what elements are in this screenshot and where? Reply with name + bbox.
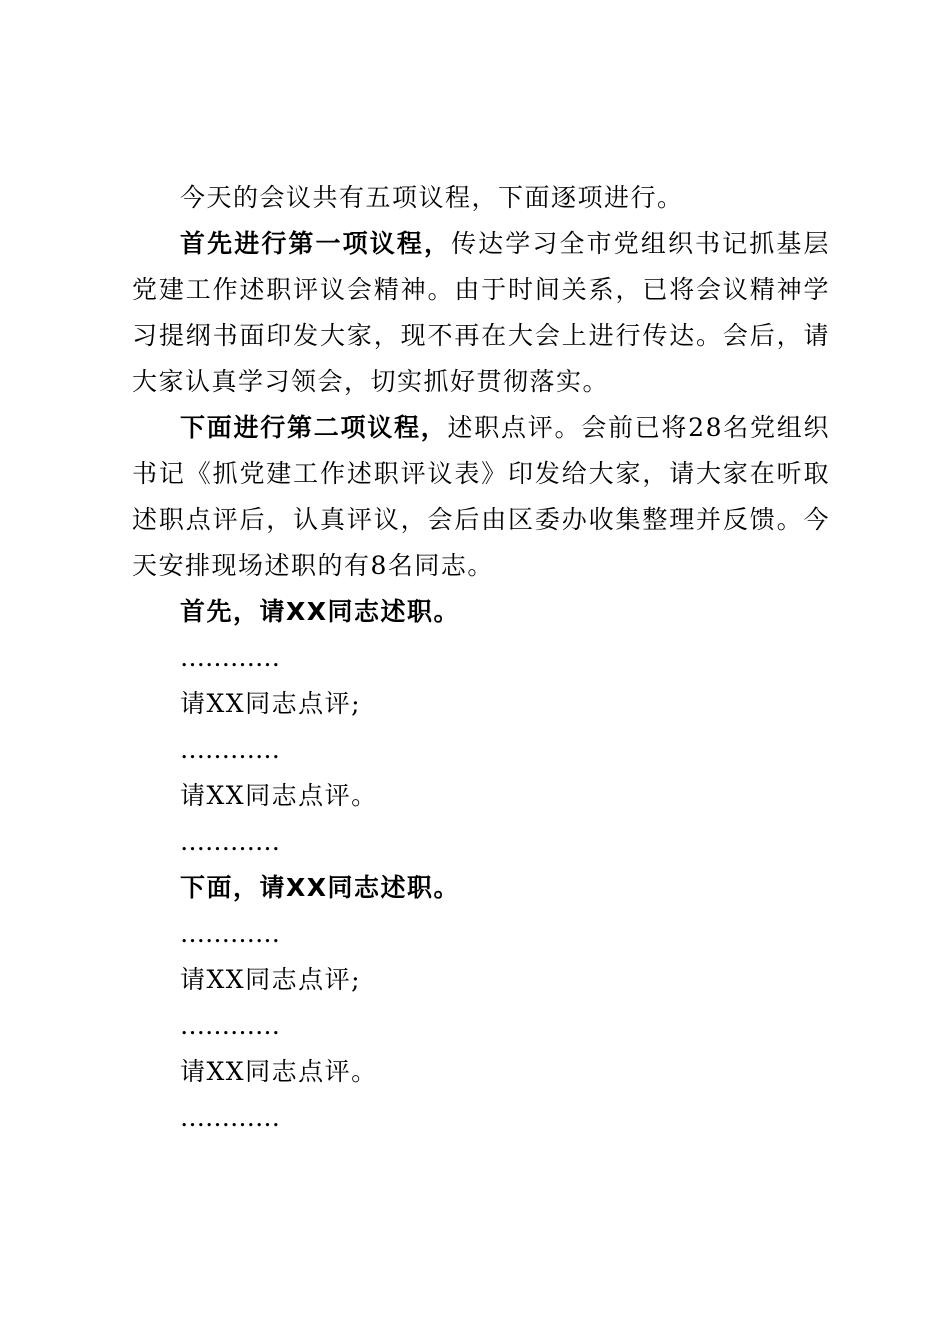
speaker-line: 下面，请XX同志述职。 <box>180 873 461 902</box>
paragraph-lead: 首先进行第一项议程， <box>180 229 452 258</box>
document-body <box>132 175 830 1141</box>
ellipsis-line: ………… <box>180 827 280 856</box>
ellipsis-line: ………… <box>180 1103 280 1132</box>
review-line: 请XX同志点评; <box>180 689 362 718</box>
paragraph-agenda-item-1 <box>132 221 830 405</box>
speaker-line: 首先，请XX同志述职。 <box>180 597 461 626</box>
paragraph-text: 今天的会议共有五项议程，下面逐项进行。 <box>180 183 684 212</box>
paragraph-lead: 下面进行第二项议程， <box>180 413 448 442</box>
paragraph-agenda-item-2 <box>132 405 830 589</box>
review-line: 请XX同志点评; <box>180 965 362 994</box>
paragraph-agenda-intro <box>132 175 830 221</box>
review-line: 请XX同志点评。 <box>180 1057 378 1086</box>
ellipsis-line: ………… <box>180 643 280 672</box>
paragraph-text: 述职点评。会前已将28名党组织书记《抓党建工作述职评议表》印发给大家，请大家在听取述职点评后，认真评议，会后由区委办收集整理并反馈。今天安排现场述职的有8名同志。 <box>132 413 830 580</box>
ellipsis-line: ………… <box>180 919 280 948</box>
ellipsis-line: ………… <box>180 735 280 764</box>
ellipsis-line: ………… <box>180 1011 280 1040</box>
paragraph-text: 传达学习全市党组织书记抓基层党建工作述职评议会精神。由于时间关系，已将会议精神学习提纲书面印发大家，现不再在大会上进行传达。会后，请大家认真学习领会，切实抓好贯彻落实。 <box>132 229 830 396</box>
review-line: 请XX同志点评。 <box>180 781 378 810</box>
